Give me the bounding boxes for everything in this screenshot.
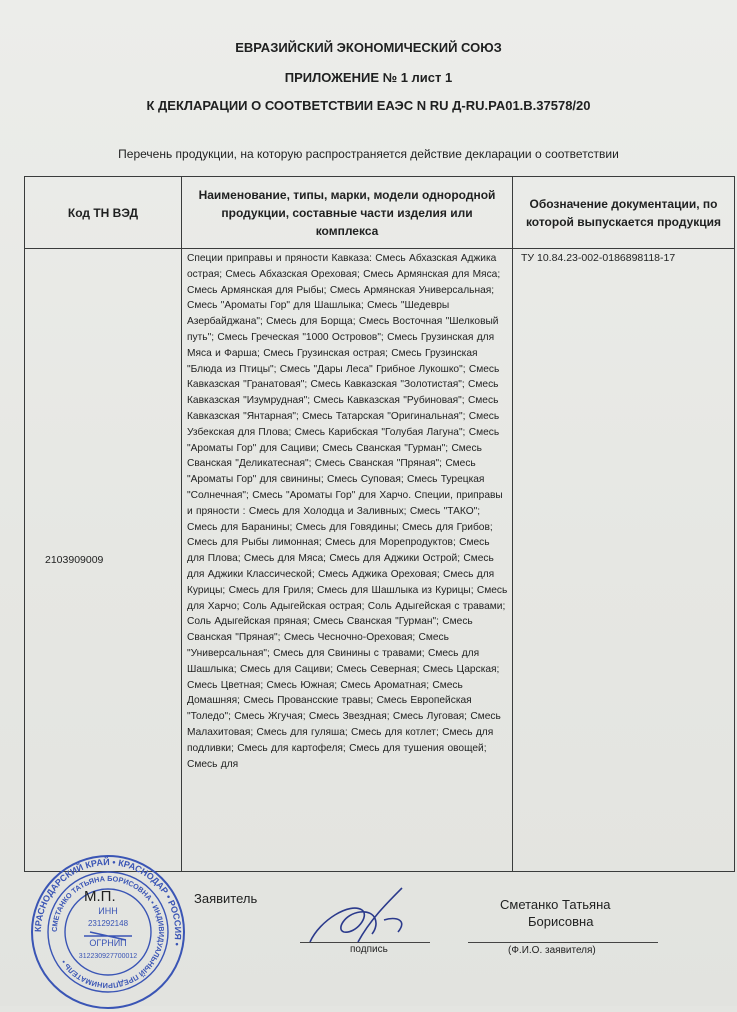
appendix-title: ПРИЛОЖЕНИЕ № 1 лист 1 xyxy=(284,70,453,85)
tn-ved-cell xyxy=(25,249,182,872)
applicant-label: Заявитель xyxy=(194,891,258,906)
union-title: ЕВРАЗИЙСКИЙ ЭКОНОМИЧЕСКИЙ СОЮЗ xyxy=(235,40,502,55)
seal-ogrnip-number: 312230927700012 xyxy=(78,953,138,960)
tn-ved-code: 2103909009 xyxy=(45,554,104,566)
description-cell xyxy=(182,249,513,872)
seal-inn-number: 231292148 xyxy=(87,919,129,928)
name-caption: (Ф.И.О. заявителя) xyxy=(508,945,596,956)
seal-inn-label: ИНН xyxy=(98,906,118,916)
signature-caption: подпись xyxy=(350,944,388,955)
seal-inner-text: СМЕТАНКО ТАТЬЯНА БОРИСОВНА • ИНДИВИДУАЛЬНЫЙ ПРЕДПРИНИМАТЕЛЬ • xyxy=(49,873,167,991)
doc-cell xyxy=(513,249,735,872)
header-product-name: Наименование, типы, марки, модели однородной продукции, составные части изделия или комплекса xyxy=(182,177,513,249)
company-seal xyxy=(28,852,188,1012)
header-documentation: Обозначение документации, по которой выпускается продукция xyxy=(513,177,735,249)
signature-line xyxy=(300,942,430,943)
product-description: Специи приправы и пряности Кавказа: Смесь Абхазская Аджика острая; Смесь Абхазская Ореховая; Смесь Армянская для Мяса; Смесь Армянская для Рыбы; Смесь Армянская Универсальная; Смесь "Ароматы Гор" для Шашлыка; Смесь "Шедевры Азербайджана"; Смесь для Борща; Смесь Восточная "Шелковый путь"; Смесь Греческая "1000 Островов"; Смесь Грузинская для Мяса и Фарша; Смесь Грузинская острая; Смесь Грузинская "Блюда из Птицы"; Смесь "Дары Леса" Грибное Лукошко"; Смесь Кавказская "Гранатовая"; Смесь Кавказская "Золотистая"; Смесь Кавказская "Изумрудная"; Смесь Кавказская "Рубиновая"; Смесь Кавказская "Янтарная"; Смесь Татарская "Оригинальная"; Смесь Узбекская для Плова; Смесь Карибская "Голубая Лагуна"; Смесь "Ароматы Гор" для Сациви; Смесь Сванская "Гурман"; Смесь Сванская "Деликатесная"; Смесь Сванская "Пряная"; Смесь "Ароматы Гор" для свинины; Смесь Суповая; Смесь Турецкая "Солнечная"; Смесь "Ароматы Гор" для Харчо. Специи, приправы и пряности : Смесь для Холодца и Заливных; Смесь "ТАКО"; Смесь для Баранины; Смесь для Говядины; Смесь для Грибов; Смесь для Рыбы лимонная; Смесь для Морепродуктов; Смесь для Плова; Смесь для Мяса; Смесь для Аджики Острой; Смесь для Аджики Классической; Смесь Аджика Ореховая; Смесь для Курицы; Смесь для Гриля; Смесь для Шашлыка из Курицы; Смесь для Харчо; Соль Адыгейская острая; Соль Адыгейская с травами; Соль Адыгейская пряная; Смесь Сванская "Гурман"; Смесь Сванская "Пряная"; Смесь Чесночно-Ореховая; Смесь "Универсальная"; Смесь для Свинины с травами; Смесь для Шашлыка; Смесь для Сациви; Смесь Северная; Смесь Царская; Смесь Цветная; Смесь Южная; Смесь Ароматная; Смесь Домашняя; Смесь Провансские травы; Смесь Европейская "Толедо"; Смесь Жгучая; Смесь Звездная; Смесь Луговая; Смесь Малахитовая; Смесь для гуляша; Смесь для котлет; Смесь для подливки; Смесь для картофеля; Смесь для тушения овощей; Смесь для xyxy=(187,253,508,770)
seal-outer-text: КРАСНОДАРСКИЙ КРАЙ • КРАСНОДАР • РОССИЯ • xyxy=(32,856,184,947)
documentation-value: ТУ 10.84.23-002-0186898118-17 xyxy=(521,252,676,264)
product-table xyxy=(24,176,735,872)
product-list-subtitle: Перечень продукции, на которую распространяется действие декларации о соответствии xyxy=(118,147,619,161)
table-row xyxy=(25,249,735,872)
seal-ogrnip-label: ОГРНИП xyxy=(89,938,127,948)
name-line xyxy=(468,942,658,943)
applicant-name-line1: Сметанко Татьяна xyxy=(500,897,611,912)
mp-label: М.П. xyxy=(84,888,116,905)
declaration-title: К ДЕКЛАРАЦИИ О СООТВЕТСТВИИ ЕАЭС N RU Д-RU.PA01.B.37578/20 xyxy=(146,98,591,113)
applicant-name-line2: Борисовна xyxy=(528,914,594,929)
header-tn-ved: Код ТН ВЭД xyxy=(25,177,182,249)
table-header-row xyxy=(25,177,735,249)
